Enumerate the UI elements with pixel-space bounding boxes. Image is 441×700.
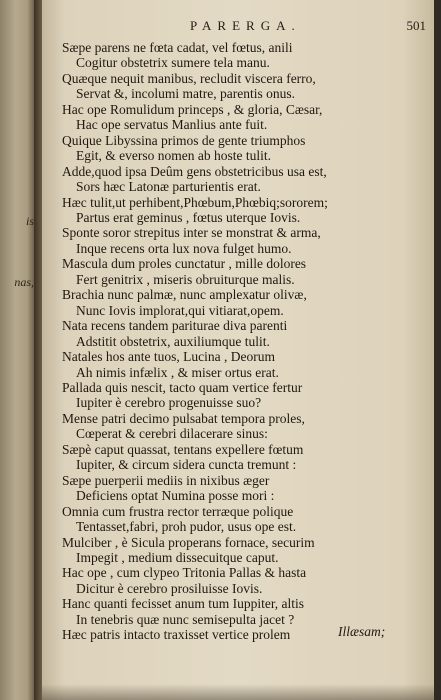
- verse-line: Sæpe puerperii mediis in nixibus æger: [62, 472, 270, 488]
- verse-line: Sæpe parens ne fœta cadat, vel fœtus, anili: [62, 40, 293, 55]
- verse-line: Mascula dum proles cunctatur , mille dolores: [62, 256, 307, 272]
- verse-line: Quique Libyssina primos de gente triumphos: [62, 132, 306, 148]
- verse-line: Pallada quis nescit, tacto quam vertice fertur: [62, 379, 303, 395]
- page-number: 501: [406, 18, 426, 33]
- verse-line: Impegit , medium dissecuitque caput.: [76, 549, 279, 565]
- verse-line: Nata recens tandem pariturae diva parenti: [62, 318, 288, 334]
- verse-line: Mulciber , è Sicula properans fornace, securim: [62, 534, 315, 550]
- verse-line: Brachia nunc palmæ, nunc amplexatur olivæ,: [62, 287, 307, 303]
- verse-line: Deficiens optat Numina posse mori :: [76, 488, 275, 504]
- verse-line: Cœperat & cerebri dilacerare sinus:: [76, 426, 268, 442]
- book-gutter: [34, 0, 42, 700]
- verse-line: Natales hos ante tuos, Lucina , Deorum: [62, 349, 275, 365]
- verse-line: Hac ope , cum clypeo Tritonia Pallas & hasta: [62, 565, 307, 581]
- verse-line: Cogitur obstetrix sumere tela manu.: [76, 55, 270, 71]
- verse-line: Ah nimis infælix , & miser ortus erat.: [76, 364, 279, 380]
- previous-page-edge: [0, 0, 34, 700]
- verse-line: Iupiter è cerebro progenuisse suo?: [76, 395, 262, 411]
- verse-line: Inque recens orta lux nova fulget humo.: [76, 240, 292, 256]
- page-bottom-shadow: [42, 684, 434, 700]
- verse-line: Partus erat geminus , fœtus uterque Iovis.: [76, 209, 301, 225]
- running-head: PARERGA.: [190, 18, 301, 33]
- verse-line: Dicitur è cerebro prosiluisse Iovis.: [76, 580, 263, 596]
- verse-line: Hanc quanti fecisset anum tum Iuppiter, altis: [62, 596, 305, 612]
- verse-line: Omnia cum frustra rector terræque polique: [62, 503, 294, 519]
- previous-page-fragment: is: [25, 214, 34, 228]
- verse-line: Hæc patris intacto traxisset vertice prolem: [62, 627, 291, 643]
- verse-line: In tenebris quæ nunc semisepulta jacet ?: [76, 611, 295, 627]
- verse-line: Hac ope Romulidum princeps , & gloria, Cæsar,: [62, 101, 323, 117]
- verse-line: Mense patri decimo pulsabat tempora proles,: [62, 410, 305, 426]
- verse-line: Nunc Iovis implorat,qui vitiarat,opem.: [76, 302, 284, 318]
- page-header: [42, 18, 434, 36]
- verse-line: Quæque nequit manibus, recludit viscera ferro,: [62, 70, 316, 86]
- page-edge: [434, 0, 441, 700]
- verse-line: Adstitit obstetrix, auxiliumque tulit.: [76, 333, 270, 349]
- verse-line: Tentasset,fabri, proh pudor, usus ope est.: [76, 519, 297, 535]
- verse-line: Egit, & everso nomen ab hoste tulit.: [76, 148, 271, 164]
- verse-line: Hac ope servatus Manlius ante fuit.: [76, 117, 268, 133]
- verse-line: Fert genitrix , miseris obruiturque malis.: [76, 271, 295, 287]
- verse-line: Servat &, incolumi matre, parentis onus.: [76, 86, 295, 102]
- verse-line: Sponte soror strepitus inter se monstrat & arma,: [62, 225, 321, 241]
- verse-text: [62, 40, 426, 643]
- verse-line: Iupiter, & circum sidera cuncta tremunt :: [76, 457, 297, 473]
- catchword: Illæsam;: [338, 624, 386, 639]
- verse-line: Sæpè caput quassat, tentans expellere fœtum: [62, 441, 304, 457]
- verse-line: Hæc tulit,ut perhibent,Phœbum,Phœbiq;sororem;: [62, 194, 328, 210]
- previous-page-fragment: nas,: [14, 275, 34, 289]
- verse-line: Adde,quod ipsa Deûm gens obstetricibus usa est,: [62, 163, 327, 179]
- verse-line: Sors hæc Latonæ parturientis erat.: [76, 179, 261, 195]
